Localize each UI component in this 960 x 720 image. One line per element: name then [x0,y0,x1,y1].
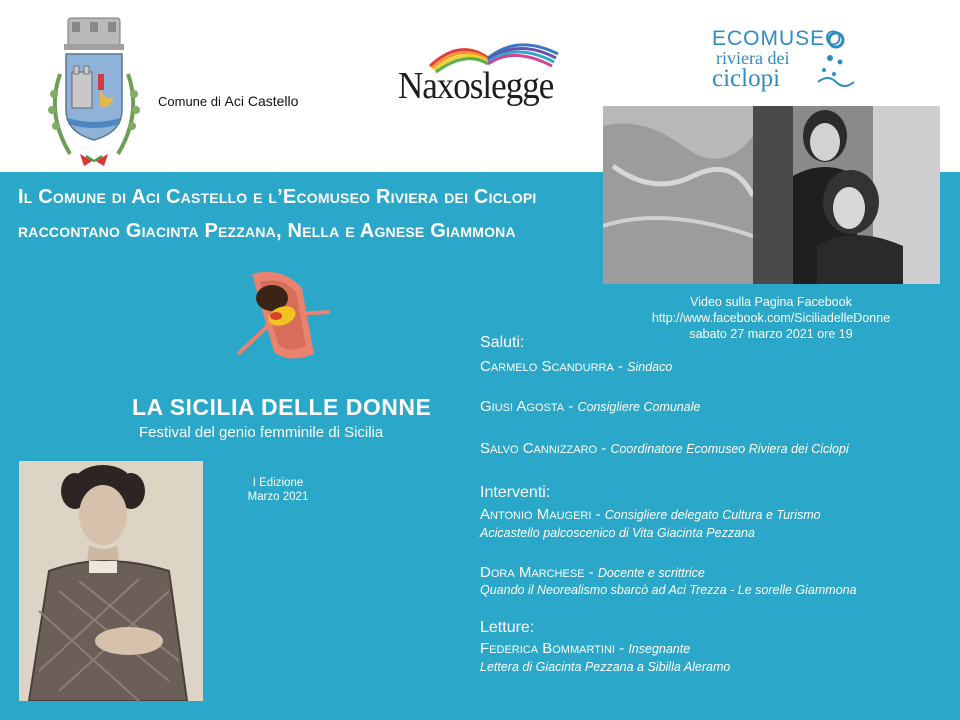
letture-section [480,619,534,637]
interventi-label: Interventi: [480,484,551,501]
naxoslegge-logo: Naxoslegge [398,64,554,107]
ecomuseo-line2: riviera dei [716,48,790,68]
speaker-name: Antonio Maugeri - [480,506,601,523]
edition-date: Marzo 2021 [247,491,309,503]
video-date: sabato 27 marzo 2021 ore 19 [689,327,853,341]
headline-line2: raccontano Giacinta Pezzana, Nella e Agnese Giammona [18,220,516,242]
talk-topic: Lettera di Giacinta Pezzana a Sibilla Aleramo [480,660,731,674]
municipality-name: Aci Castello [224,93,299,109]
speaker-name: Carmelo Scandurra - [480,358,623,375]
speaker-row [480,440,849,457]
festival-subtitle: Festival del genio femminile di Sicilia [139,424,384,441]
talk-topic: Acicastello palcoscenico di Vita Giacinta Pezzana [480,526,755,540]
speaker-row [480,506,821,523]
festival-title: LA SICILIA DELLE DONNE [132,394,432,420]
speaker-role: Sindaco [627,360,673,374]
video-info [604,294,938,342]
giacinta-pezzana-portrait [19,461,203,701]
edition-number: I Edizione [252,477,304,489]
speaker-name: Federica Bommartini - [480,640,625,657]
speaker-row [480,358,672,375]
speaker-row [480,640,690,657]
letture-label: Letture: [480,619,535,636]
edition-info [218,476,338,504]
municipality-label [158,93,298,109]
coat-of-arms-icon [40,14,148,170]
speaker-role: Coordinatore Ecomuseo Riviera dei Ciclopi [610,442,849,456]
speaker-row [480,398,700,415]
interventi-section [480,484,550,502]
talk-topic: Quando il Neorealismo sbarcò ad Aci Trezza - Le sorelle Giammona [480,583,857,597]
speaker-role: Consigliere delegato Cultura e Turismo [604,508,821,522]
video-line1: Video sulla Pagina Facebook [690,295,852,309]
speaker-row [480,564,705,581]
municipality-prefix: Comune di [158,94,221,109]
bubbles-icon [810,30,858,90]
speaker-name: Salvo Cannizzaro - [480,440,607,457]
headline-line1: Il Comune di Aci Castello e l’Ecomuseo Riviera dei Ciclopi [18,186,537,208]
speaker-name: Dora Marchese - [480,564,594,581]
rowing-boat-icon [232,268,336,364]
ecomuseo-line1: ECOMUSEO [712,27,843,50]
giammona-sisters-photo [603,106,940,284]
headline [18,180,536,248]
speaker-role: Docente e scrittrice [597,566,705,580]
saluti-label: Saluti: [480,334,525,351]
speaker-role: Consigliere Comunale [577,400,701,414]
facebook-link[interactable]: http://www.facebook.com/SiciliadelleDonne [651,311,891,325]
speaker-name: Giusi Agosta - [480,398,574,415]
saluti-section [480,334,524,352]
ecomuseo-line3: ciclopi [712,65,781,92]
speaker-role: Insegnante [628,642,691,656]
